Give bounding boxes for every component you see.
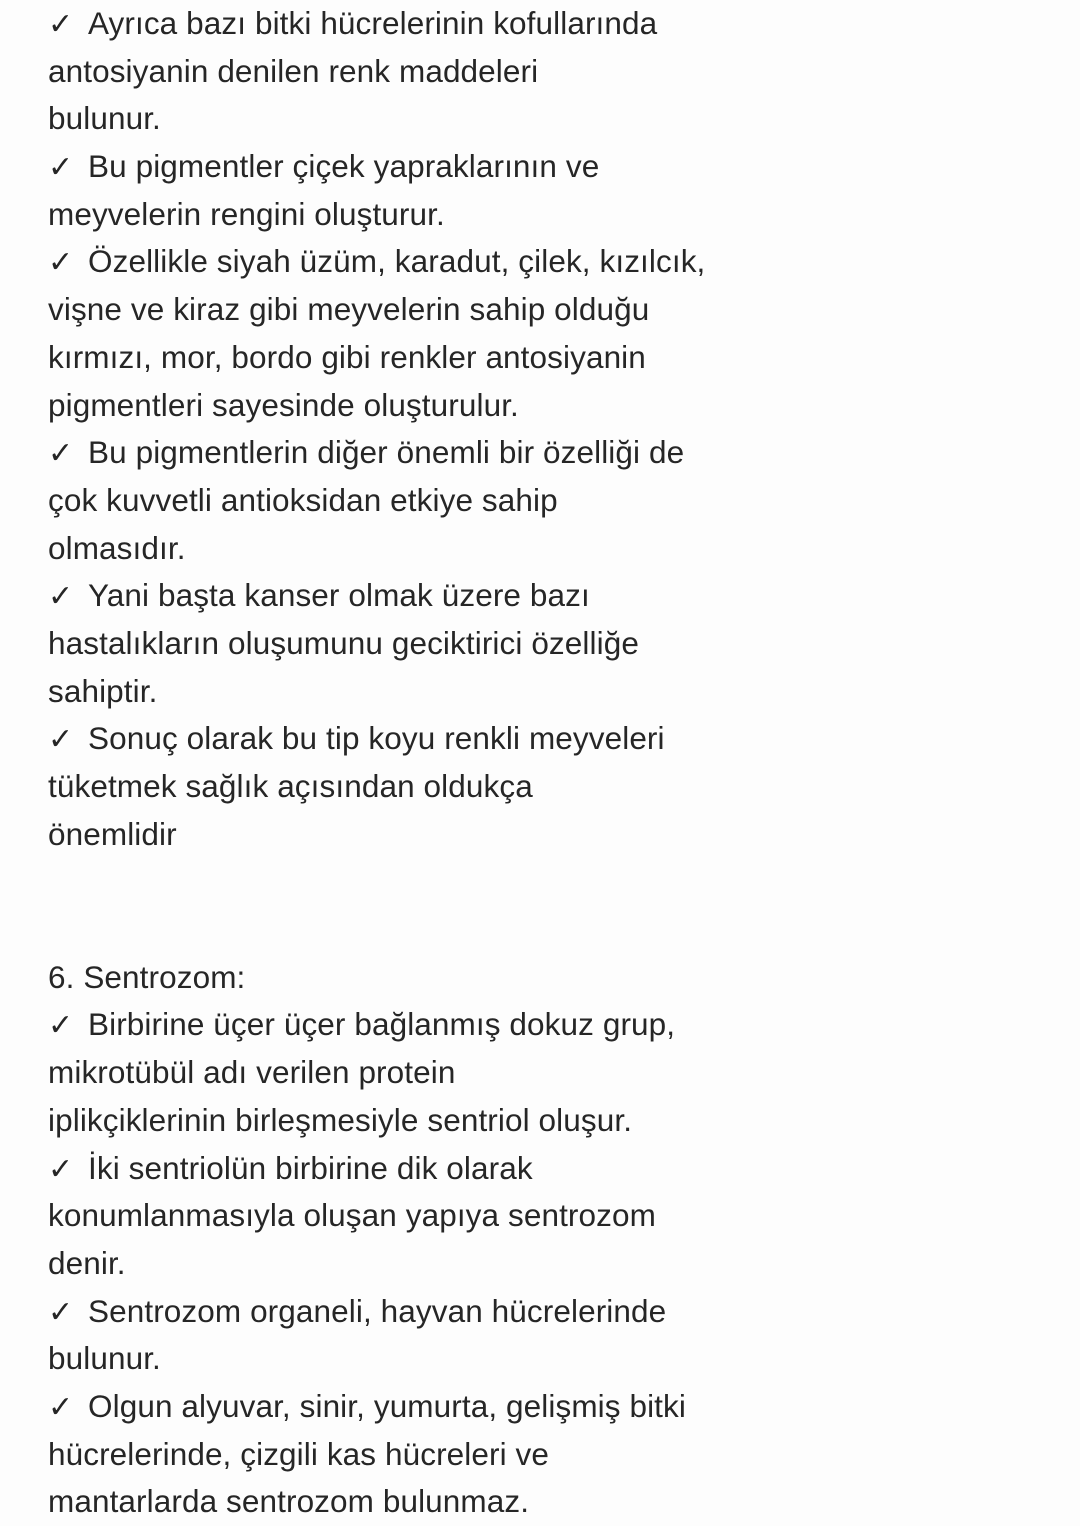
- checkmark-icon: ✓: [48, 7, 74, 42]
- line-text: Birbirine üçer üçer bağlanmış dokuz grup,: [88, 1006, 676, 1043]
- text-line: [48, 525, 705, 573]
- line-text: vişne ve kiraz gibi meyvelerin sahip olduğu: [48, 291, 650, 328]
- text-line: [48, 954, 705, 1002]
- text-line: [48, 477, 705, 525]
- line-text: Sentrozom organeli, hayvan hücrelerinde: [88, 1292, 667, 1329]
- line-text: Yani başta kanser olmak üzere bazı: [88, 577, 590, 614]
- line-text: konumlanmasıyla oluşan yapıya sentrozom: [48, 1197, 656, 1234]
- checkmark-icon: ✓: [48, 1151, 74, 1187]
- bullet-paragraph: [48, 143, 705, 238]
- line-text: denir.: [48, 1244, 126, 1281]
- blank-line: [48, 906, 705, 954]
- text-line: [48, 1240, 705, 1288]
- line-text: bulunur.: [48, 100, 161, 137]
- checkmark-icon: ✓: [48, 436, 74, 472]
- line-text: önemlidir: [48, 815, 177, 852]
- line-text: Sonuç olarak bu tip koyu renkli meyveleri: [88, 720, 665, 757]
- text-line: [48, 95, 705, 143]
- text-line: [48, 0, 705, 48]
- bullet-paragraph: [48, 715, 705, 858]
- document-body: [48, 0, 705, 1526]
- line-text: hastalıkların oluşumunu geciktirici özelliğe: [48, 624, 639, 661]
- text-line: [48, 1001, 705, 1049]
- line-text: olmasıdır.: [48, 529, 186, 566]
- line-text: mikrotübül adı verilen protein: [48, 1054, 456, 1091]
- text-line: [48, 572, 705, 620]
- line-text: Olgun alyuvar, sinir, yumurta, gelişmiş bitki: [88, 1387, 686, 1424]
- text-line: [48, 1097, 705, 1145]
- checkmark-icon: ✓: [48, 1389, 74, 1425]
- line-text: iplikçiklerinin birleşmesiyle sentriol oluşur.: [48, 1101, 633, 1138]
- text-line: [48, 1145, 705, 1193]
- line-text: pigmentleri sayesinde oluşturulur.: [48, 386, 519, 423]
- bullet-paragraph: [48, 1383, 705, 1526]
- text-line: [48, 1192, 705, 1240]
- text-line: [48, 48, 705, 96]
- line-text: çok kuvvetli antioksidan etkiye sahip: [48, 481, 558, 518]
- text-line: [48, 620, 705, 668]
- line-text: meyvelerin rengini oluşturur.: [48, 195, 445, 232]
- bullet-paragraph: [48, 572, 705, 715]
- line-text: mantarlarda sentrozom bulunmaz.: [48, 1483, 530, 1520]
- text-line: [48, 334, 705, 382]
- text-line: [48, 1288, 705, 1336]
- line-text: Bu pigmentler çiçek yapraklarının ve: [88, 148, 600, 185]
- blank-line: [48, 858, 705, 906]
- line-text: antosiyanin denilen renk maddeleri: [48, 52, 539, 89]
- checkmark-icon: ✓: [48, 1008, 74, 1044]
- bullet-paragraph: [48, 1001, 705, 1144]
- section-heading: [48, 954, 705, 1002]
- checkmark-icon: ✓: [48, 579, 74, 615]
- line-text: Özellikle siyah üzüm, karadut, çilek, kızılcık,: [88, 243, 706, 280]
- line-text: bulunur.: [48, 1340, 161, 1377]
- text-line: [48, 1383, 705, 1431]
- line-text: Bu pigmentlerin diğer önemli bir özelliği de: [88, 434, 685, 471]
- bullet-paragraph: [48, 429, 705, 572]
- checkmark-icon: ✓: [48, 1294, 74, 1330]
- line-text: tüketmek sağlık açısından oldukça: [48, 768, 533, 804]
- line-text: Ayrıca bazı bitki hücrelerinin kofullarında: [88, 5, 658, 41]
- text-line: [48, 143, 705, 191]
- bullet-paragraph: [48, 1288, 705, 1383]
- bullet-paragraph: [48, 1145, 705, 1288]
- text-line: [48, 715, 705, 763]
- text-line: [48, 382, 705, 430]
- text-line: [48, 286, 705, 334]
- line-text: kırmızı, mor, bordo gibi renkler antosiyanin: [48, 338, 646, 375]
- text-line: [48, 668, 705, 716]
- text-line: [48, 1335, 705, 1383]
- text-line: [48, 1049, 705, 1097]
- text-line: [48, 1431, 705, 1479]
- checkmark-icon: ✓: [48, 245, 74, 281]
- bullet-paragraph: [48, 238, 705, 429]
- line-text: sahiptir.: [48, 672, 158, 709]
- text-line: [48, 238, 705, 286]
- line-text: hücrelerinde, çizgili kas hücreleri ve: [48, 1435, 550, 1472]
- text-line: [48, 811, 705, 859]
- line-text: 6. Sentrozom:: [48, 958, 246, 995]
- text-line: [48, 191, 705, 239]
- line-text: İki sentriolün birbirine dik olarak: [88, 1149, 533, 1186]
- checkmark-icon: ✓: [48, 722, 74, 758]
- text-line: [48, 1478, 705, 1526]
- text-line: [48, 763, 705, 811]
- bullet-paragraph: [48, 0, 705, 143]
- checkmark-icon: ✓: [48, 150, 74, 186]
- text-line: [48, 429, 705, 477]
